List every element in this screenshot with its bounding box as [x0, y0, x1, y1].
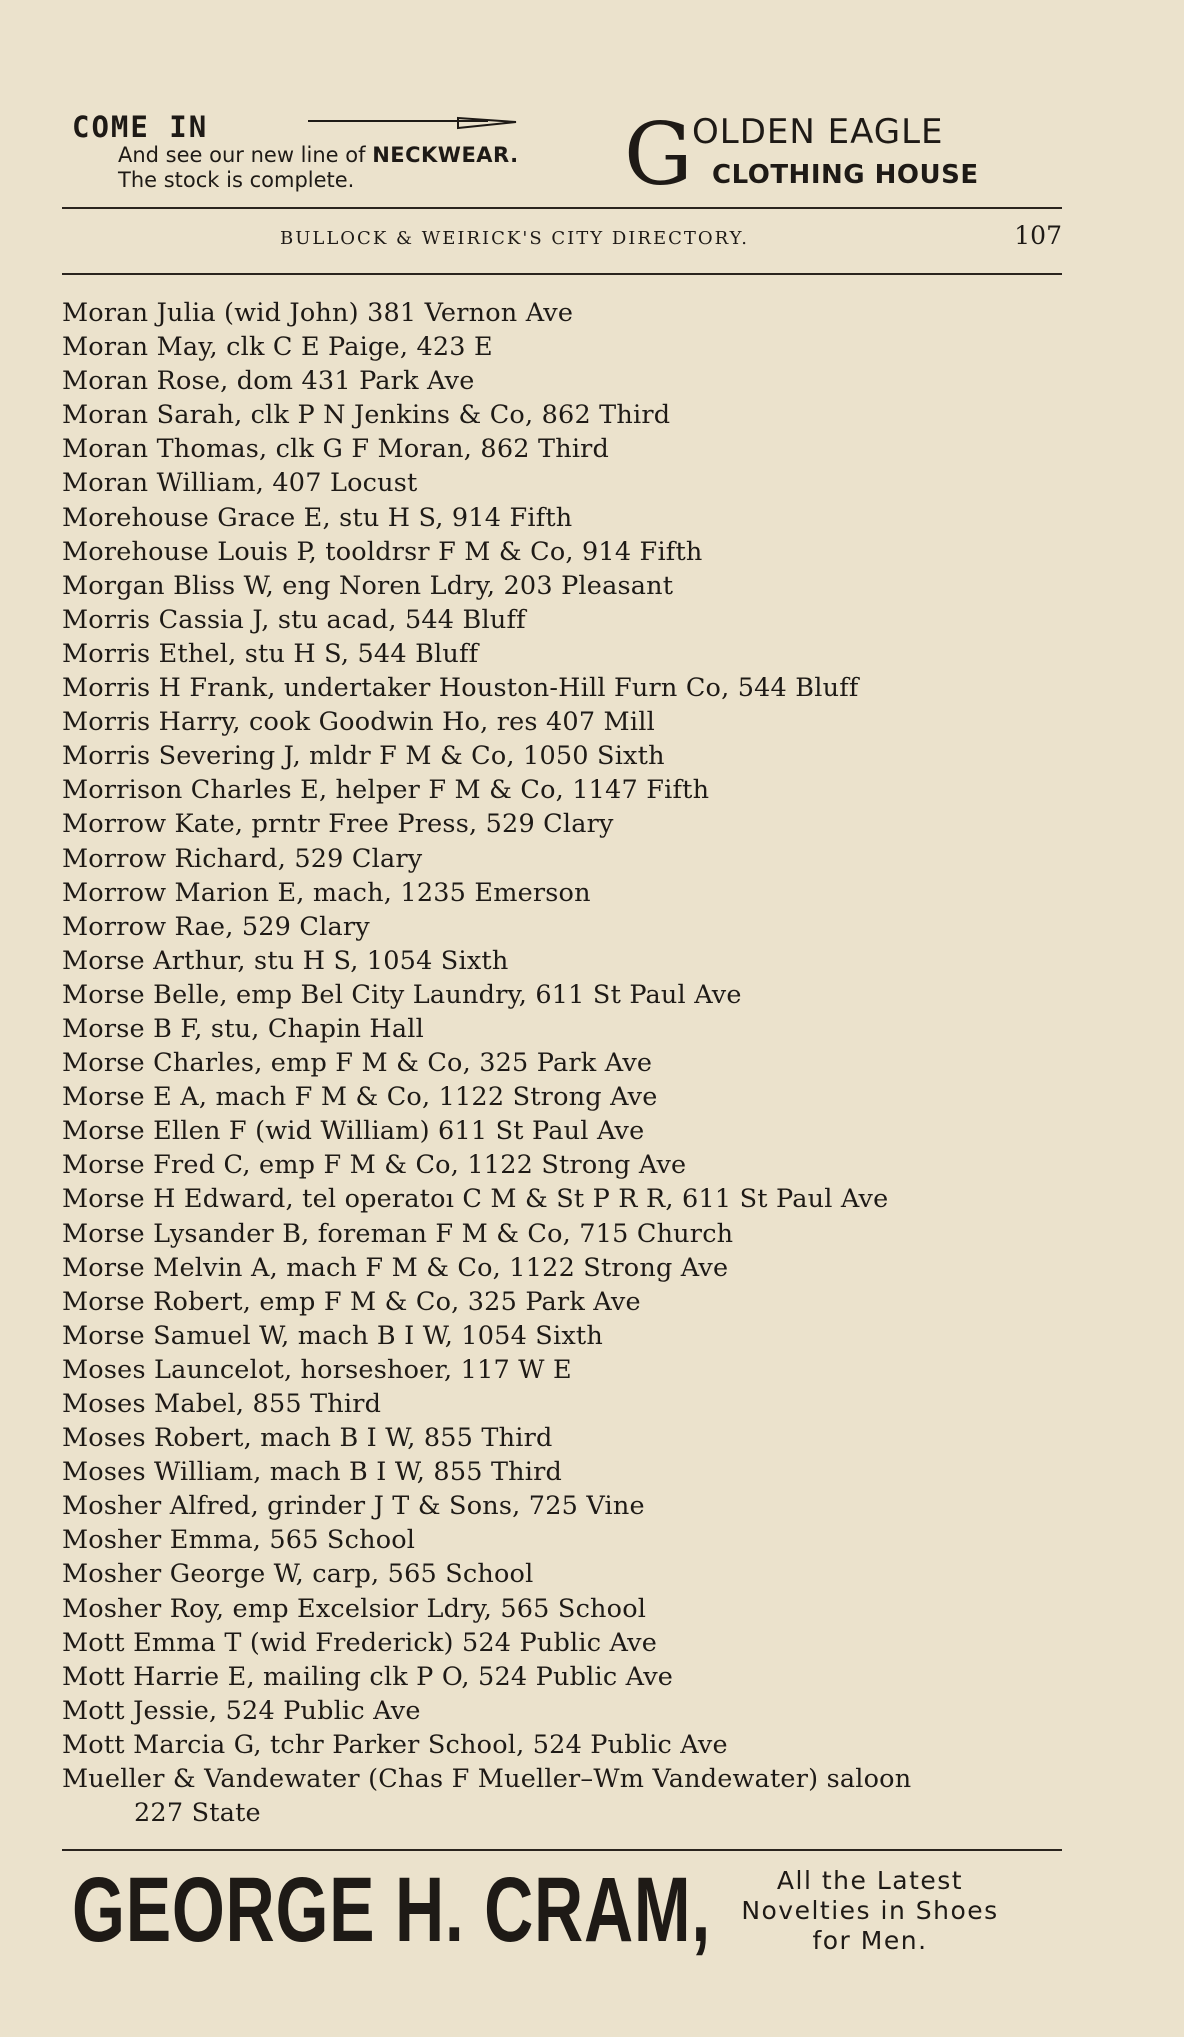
directory-entry: Mott Emma T (wid Frederick) 524 Public Ave [62, 1627, 657, 1658]
directory-entry: Morse B F, stu, Chapin Hall [62, 1013, 424, 1044]
directory-entry: Moran May, clk C E Paige, 423 E [62, 332, 493, 363]
directory-entry: Moses William, mach B I W, 855 Third [62, 1457, 563, 1488]
cram-tagline [680, 1866, 1060, 1956]
header-divider [62, 273, 1062, 275]
page-number: 107 [1014, 221, 1062, 250]
directory-entry: Morse E A, mach F M & Co, 1122 Strong Ave [62, 1082, 658, 1113]
directory-entry: Morse Belle, emp Bel City Laundry, 611 St Paul Ave [62, 979, 742, 1010]
arrow-icon [308, 116, 518, 132]
directory-entry: Moses Robert, mach B I W, 855 Third [62, 1423, 553, 1454]
directory-entry: Morrow Kate, prntr Free Press, 529 Clary [62, 809, 614, 840]
neckwear-line [118, 142, 519, 168]
directory-entry: Morrison Charles E, helper F M & Co, 1147 Fifth [62, 775, 710, 806]
directory-entry: Moran Thomas, clk G F Moran, 862 Third [62, 434, 610, 465]
directory-entry: Moran William, 407 Locust [62, 468, 418, 499]
bottom-divider [62, 1849, 1062, 1851]
directory-entry: Mosher George W, carp, 565 School [62, 1559, 534, 1590]
cram-advertisement-name: GEORGE H. CRAM, [72, 1859, 711, 1961]
directory-entry: Morris Harry, cook Goodwin Ho, res 407 Mill [62, 707, 655, 738]
directory-entry: Morse Lysander B, foreman F M & Co, 715 Church [62, 1218, 734, 1249]
directory-entry: Morse Fred C, emp F M & Co, 1122 Strong Ave [62, 1150, 687, 1181]
directory-entry: Morris Ethel, stu H S, 544 Bluff [62, 638, 479, 669]
directory-entry: Morse Robert, emp F M & Co, 325 Park Ave [62, 1286, 641, 1317]
directory-entry: Morrow Richard, 529 Clary [62, 843, 423, 874]
neckwear-word: NECKWEAR. [372, 143, 519, 167]
directory-entry: Moses Mabel, 855 Third [62, 1389, 382, 1419]
directory-entry: Mosher Emma, 565 School [62, 1525, 416, 1556]
stock-complete-line: The stock is complete. [118, 168, 355, 192]
directory-entry: Morse H Edward, tel operatoı C M & St P R R, 611 St Paul Ave [62, 1184, 889, 1215]
golden-eagle-advertisement [72, 105, 1062, 212]
cram-tagline-line: Novelties in Shoes [741, 1896, 999, 1925]
cram-tagline-line: for Men. [812, 1926, 928, 1955]
directory-entry: Morehouse Louis P, tooldrsr F M & Co, 914 Fifth [62, 536, 703, 567]
directory-entry: Morse Arthur, stu H S, 1054 Sixth [62, 945, 509, 976]
directory-entry [62, 1762, 1072, 1830]
directory-entry: Mosher Alfred, grinder J T & Sons, 725 Vine [62, 1491, 645, 1522]
directory-entry: Morris Severing J, mldr F M & Co, 1050 Sixth [62, 741, 665, 772]
directory-entry: Mott Marcia G, tchr Parker School, 524 Public Ave [62, 1729, 728, 1760]
directory-entry: Moran Sarah, clk P N Jenkins & Co, 862 Third [62, 400, 671, 431]
directory-entry: Morse Melvin A, mach F M & Co, 1122 Strong Ave [62, 1252, 729, 1283]
directory-entry: Morgan Bliss W, eng Noren Ldry, 203 Pleasant [62, 570, 674, 601]
directory-entry: Morrow Marion E, mach, 1235 Emerson [62, 877, 591, 908]
directory-entry: Morse Samuel W, mach B I W, 1054 Sixth [62, 1320, 603, 1351]
directory-entry: Morehouse Grace E, stu H S, 914 Fifth [62, 502, 573, 533]
directory-entry: Moran Rose, dom 431 Park Ave [62, 366, 475, 397]
cram-tagline-line: All the Latest [776, 1866, 964, 1895]
directory-entry: Mosher Roy, emp Excelsior Ldry, 565 School [62, 1593, 647, 1624]
directory-entry: Moses Launcelot, horseshoer, 117 W E [62, 1354, 572, 1385]
top-divider [62, 207, 1062, 209]
store-subtitle: CLOTHING HOUSE [712, 160, 979, 190]
entry-continuation: 227 State [134, 1798, 261, 1829]
directory-entry: Morris Cassia J, stu acad, 544 Bluff [62, 604, 526, 635]
entry-line: Mueller & Vandewater (Chas F Mueller–Wm Vandewater) saloon [62, 1764, 912, 1795]
directory-entry: Mott Harrie E, mailing clk P O, 524 Public Ave [62, 1661, 674, 1692]
store-name: OLDEN EAGLE [692, 112, 944, 152]
running-header: BULLOCK & WEIRICK'S CITY DIRECTORY. [280, 228, 749, 249]
directory-entry: Morse Charles, emp F M & Co, 325 Park Ave [62, 1048, 653, 1079]
directory-listing [62, 296, 1072, 1830]
come-in-text: COME IN [72, 110, 209, 144]
directory-entry: Mott Jessie, 524 Public Ave [62, 1695, 421, 1726]
directory-entry: Morse Ellen F (wid William) 611 St Paul Ave [62, 1116, 645, 1147]
big-initial-letter: G [624, 105, 693, 205]
directory-entry: Morrow Rae, 529 Clary [62, 911, 370, 942]
directory-entry: Morris H Frank, undertaker Houston-Hill Furn Co, 544 Bluff [62, 673, 859, 704]
directory-entry: Moran Julia (wid John) 381 Vernon Ave [62, 298, 574, 328]
neckwear-line-prefix: And see our new line of [118, 143, 373, 167]
